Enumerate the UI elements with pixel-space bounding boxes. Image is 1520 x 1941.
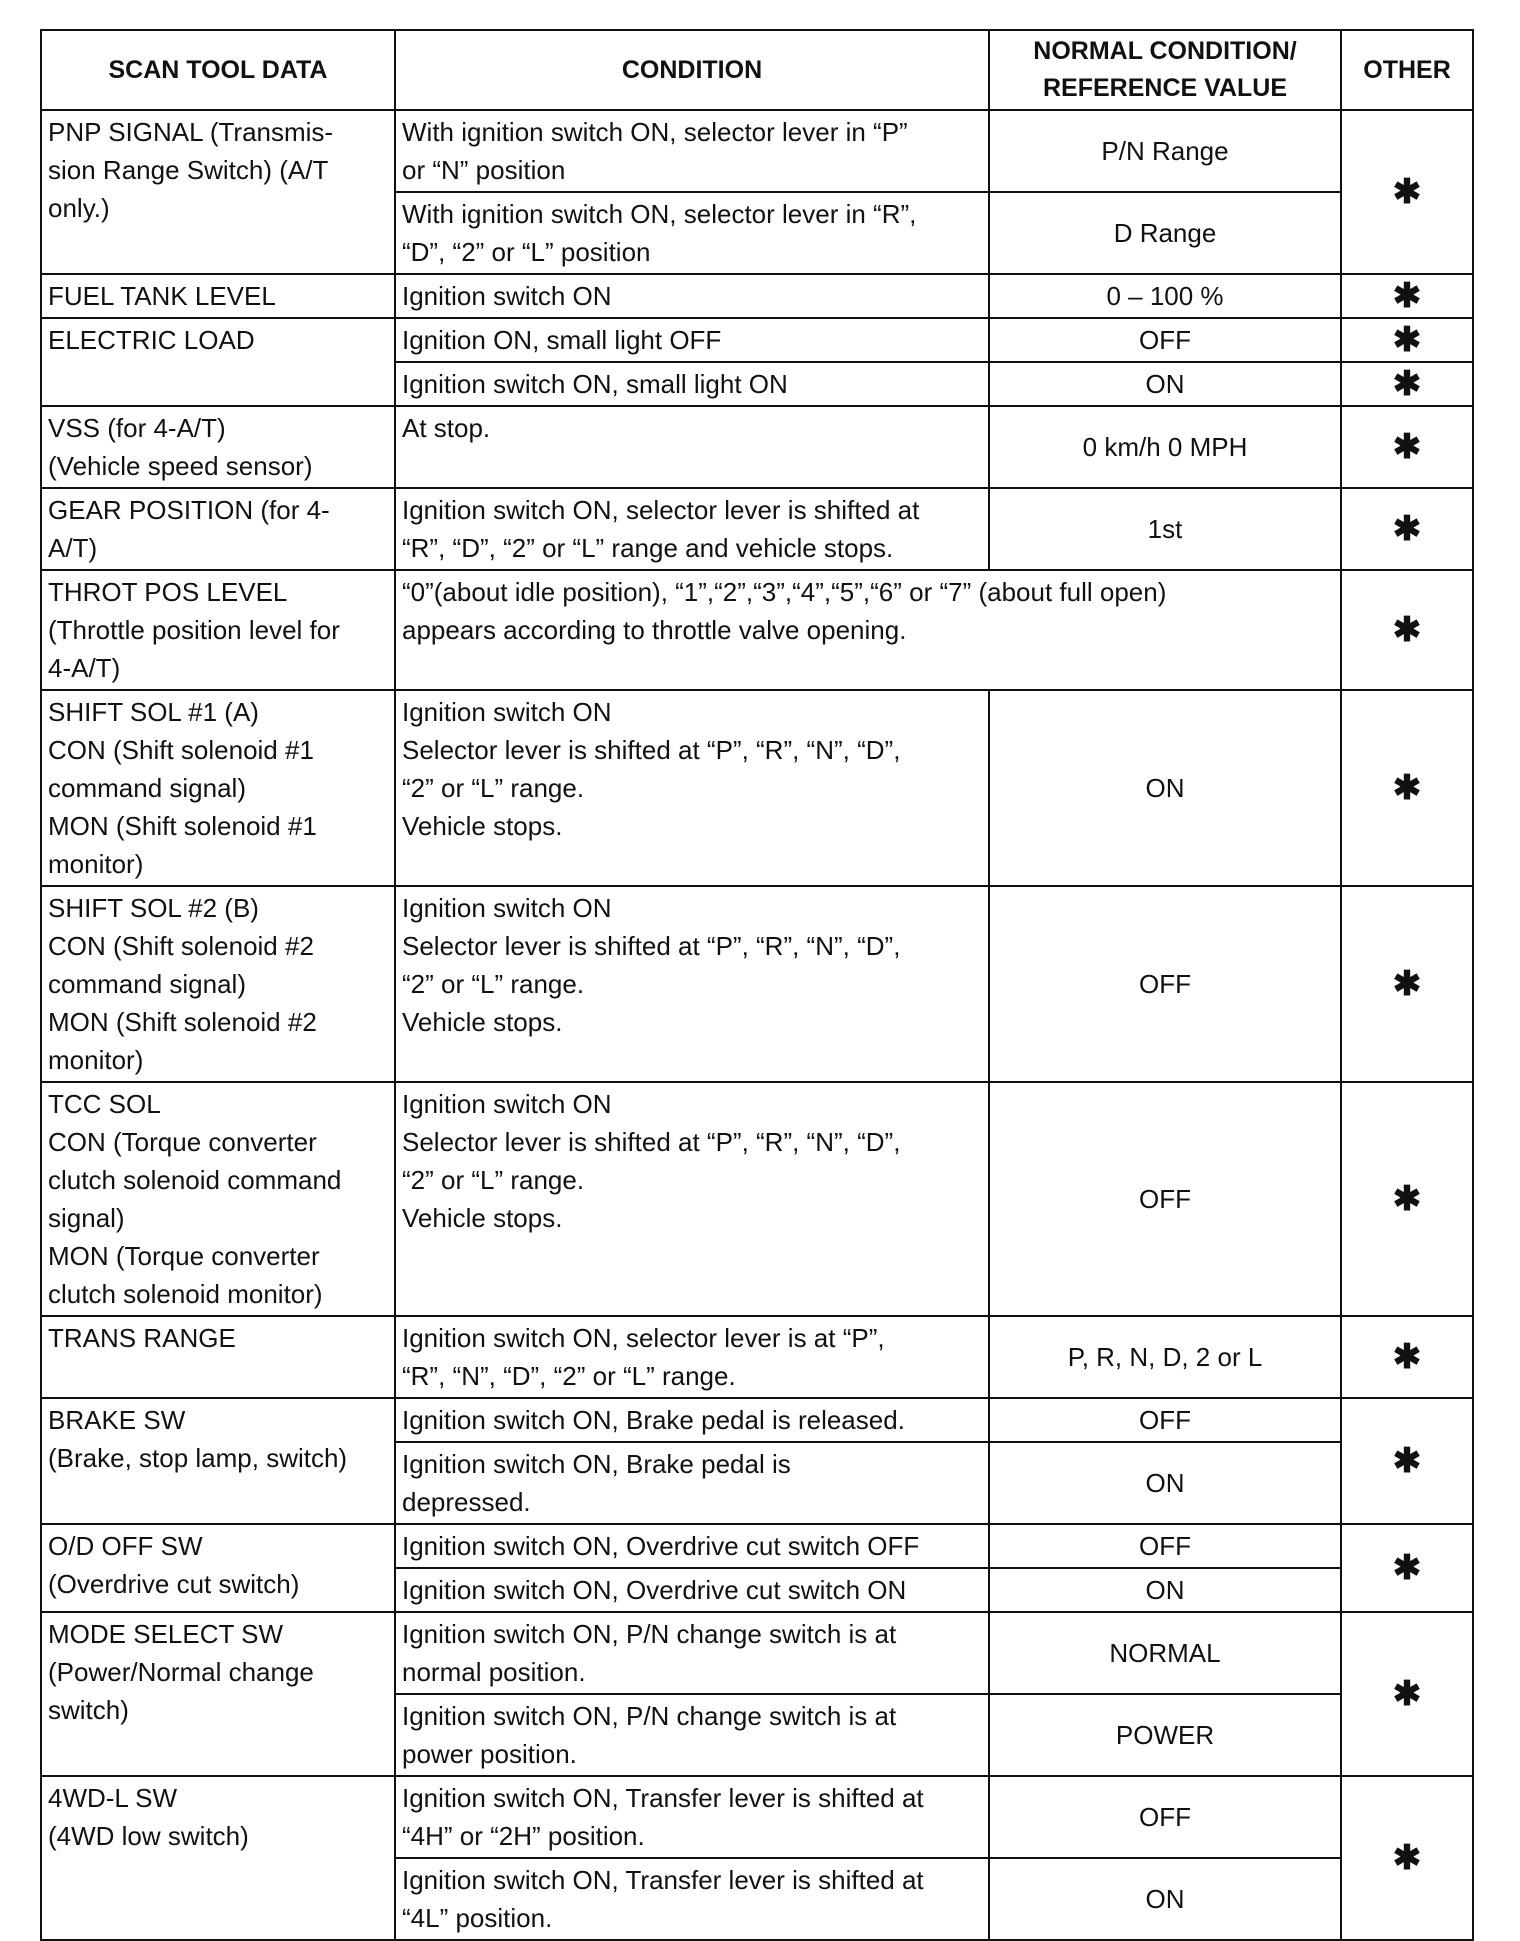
condition-cell: Ignition switch ON, small light ON <box>395 362 989 406</box>
other-asterisk: ✱ <box>1341 318 1473 362</box>
table-row <box>41 110 1473 192</box>
reference-value-cell: 1st <box>989 488 1341 570</box>
scan-tool-item: SHIFT SOL #2 (B) CON (Shift solenoid #2 command signal) MON (Shift solenoid #2 monitor) <box>41 886 395 1082</box>
reference-value-cell: OFF <box>989 318 1341 362</box>
reference-value-cell: P, R, N, D, 2 or L <box>989 1316 1341 1398</box>
other-asterisk: ✱ <box>1341 110 1473 274</box>
scan-tool-item: THROT POS LEVEL (Throttle position level for 4-A/T) <box>41 570 395 690</box>
scan-tool-item: VSS (for 4-A/T) (Vehicle speed sensor) <box>41 406 395 488</box>
condition-cell: Ignition switch ON Selector lever is shifted at “P”, “R”, “N”, “D”, “2” or “L” range. Vehicle stops. <box>395 886 989 1082</box>
scan-tool-item: 4WD-L SW (4WD low switch) <box>41 1776 395 1940</box>
other-asterisk: ✱ <box>1341 362 1473 406</box>
table-row <box>41 1316 1473 1398</box>
scan-tool-item: FUEL TANK LEVEL <box>41 274 395 318</box>
condition-cell: Ignition switch ON Selector lever is shifted at “P”, “R”, “N”, “D”, “2” or “L” range. Vehicle stops. <box>395 1082 989 1316</box>
header-other: OTHER <box>1341 30 1473 110</box>
header-reference-value: NORMAL CONDITION/ REFERENCE VALUE <box>989 30 1341 110</box>
reference-value-cell: ON <box>989 1568 1341 1612</box>
condition-cell: Ignition switch ON, P/N change switch is at power position. <box>395 1694 989 1776</box>
condition-cell: Ignition switch ON, Transfer lever is shifted at “4L” position. <box>395 1858 989 1940</box>
reference-value-cell: 0 – 100 % <box>989 274 1341 318</box>
condition-cell: Ignition switch ON, Transfer lever is shifted at “4H” or “2H” position. <box>395 1776 989 1858</box>
table-row <box>41 1524 1473 1568</box>
reference-value-cell: ON <box>989 1858 1341 1940</box>
condition-cell: Ignition switch ON, Overdrive cut switch ON <box>395 1568 989 1612</box>
other-asterisk: ✱ <box>1341 488 1473 570</box>
table-row <box>41 1612 1473 1694</box>
scan-tool-item: ELECTRIC LOAD <box>41 318 395 406</box>
other-asterisk: ✱ <box>1341 274 1473 318</box>
other-asterisk: ✱ <box>1341 1082 1473 1316</box>
table-row <box>41 1082 1473 1316</box>
header-row <box>41 30 1473 110</box>
scan-tool-item: MODE SELECT SW (Power/Normal change switch) <box>41 1612 395 1776</box>
scan-tool-item: TRANS RANGE <box>41 1316 395 1398</box>
table-row <box>41 406 1473 488</box>
condition-cell: “0”(about idle position), “1”,“2”,“3”,“4”,“5”,“6” or “7” (about full open) appears according to throttle valve opening. <box>395 570 1341 690</box>
other-asterisk: ✱ <box>1341 886 1473 1082</box>
scan-tool-item: BRAKE SW (Brake, stop lamp, switch) <box>41 1398 395 1524</box>
condition-cell: Ignition switch ON <box>395 274 989 318</box>
reference-value-cell: ON <box>989 690 1341 886</box>
scan-tool-item: O/D OFF SW (Overdrive cut switch) <box>41 1524 395 1612</box>
condition-cell: With ignition switch ON, selector lever in “P” or “N” position <box>395 110 989 192</box>
header-scan-tool-data: SCAN TOOL DATA <box>41 30 395 110</box>
reference-value-cell: OFF <box>989 1398 1341 1442</box>
condition-cell: With ignition switch ON, selector lever in “R”, “D”, “2” or “L” position <box>395 192 989 274</box>
condition-cell: Ignition switch ON Selector lever is shifted at “P”, “R”, “N”, “D”, “2” or “L” range. Vehicle stops. <box>395 690 989 886</box>
table-row <box>41 1398 1473 1442</box>
other-asterisk: ✱ <box>1341 1398 1473 1524</box>
condition-cell: At stop. <box>395 406 989 488</box>
other-asterisk: ✱ <box>1341 1316 1473 1398</box>
table-row <box>41 274 1473 318</box>
table-row <box>41 488 1473 570</box>
condition-cell: Ignition ON, small light OFF <box>395 318 989 362</box>
table-row <box>41 570 1473 690</box>
condition-cell: Ignition switch ON, selector lever is shifted at “R”, “D”, “2” or “L” range and vehicle stops. <box>395 488 989 570</box>
condition-cell: Ignition switch ON, selector lever is at “P”, “R”, “N”, “D”, “2” or “L” range. <box>395 1316 989 1398</box>
condition-cell: Ignition switch ON, P/N change switch is at normal position. <box>395 1612 989 1694</box>
other-asterisk: ✱ <box>1341 1524 1473 1612</box>
other-asterisk: ✱ <box>1341 690 1473 886</box>
reference-value-cell: ON <box>989 1442 1341 1524</box>
other-asterisk: ✱ <box>1341 1776 1473 1940</box>
condition-cell: Ignition switch ON, Brake pedal is depressed. <box>395 1442 989 1524</box>
reference-value-cell: POWER <box>989 1694 1341 1776</box>
reference-value-cell: OFF <box>989 1524 1341 1568</box>
reference-value-cell: OFF <box>989 1082 1341 1316</box>
reference-value-cell: 0 km/h 0 MPH <box>989 406 1341 488</box>
scan-tool-item: TCC SOL CON (Torque converter clutch solenoid command signal) MON (Torque converter clutch solenoid monitor) <box>41 1082 395 1316</box>
table-row <box>41 886 1473 1082</box>
scan-tool-item: PNP SIGNAL (Transmis- sion Range Switch) (A/T only.) <box>41 110 395 274</box>
other-asterisk: ✱ <box>1341 570 1473 690</box>
scan-tool-data-table <box>40 29 1474 1941</box>
reference-value-cell: ON <box>989 362 1341 406</box>
condition-cell: Ignition switch ON, Overdrive cut switch OFF <box>395 1524 989 1568</box>
condition-cell: Ignition switch ON, Brake pedal is released. <box>395 1398 989 1442</box>
other-asterisk: ✱ <box>1341 1612 1473 1776</box>
reference-value-cell: OFF <box>989 1776 1341 1858</box>
reference-value-cell: OFF <box>989 886 1341 1082</box>
reference-value-cell: D Range <box>989 192 1341 274</box>
reference-value-cell: P/N Range <box>989 110 1341 192</box>
header-condition: CONDITION <box>395 30 989 110</box>
table-row <box>41 1776 1473 1858</box>
table-row <box>41 318 1473 362</box>
reference-value-cell: NORMAL <box>989 1612 1341 1694</box>
table-row <box>41 690 1473 886</box>
other-asterisk: ✱ <box>1341 406 1473 488</box>
scan-tool-item: SHIFT SOL #1 (A) CON (Shift solenoid #1 command signal) MON (Shift solenoid #1 monitor) <box>41 690 395 886</box>
scan-tool-item: GEAR POSITION (for 4- A/T) <box>41 488 395 570</box>
